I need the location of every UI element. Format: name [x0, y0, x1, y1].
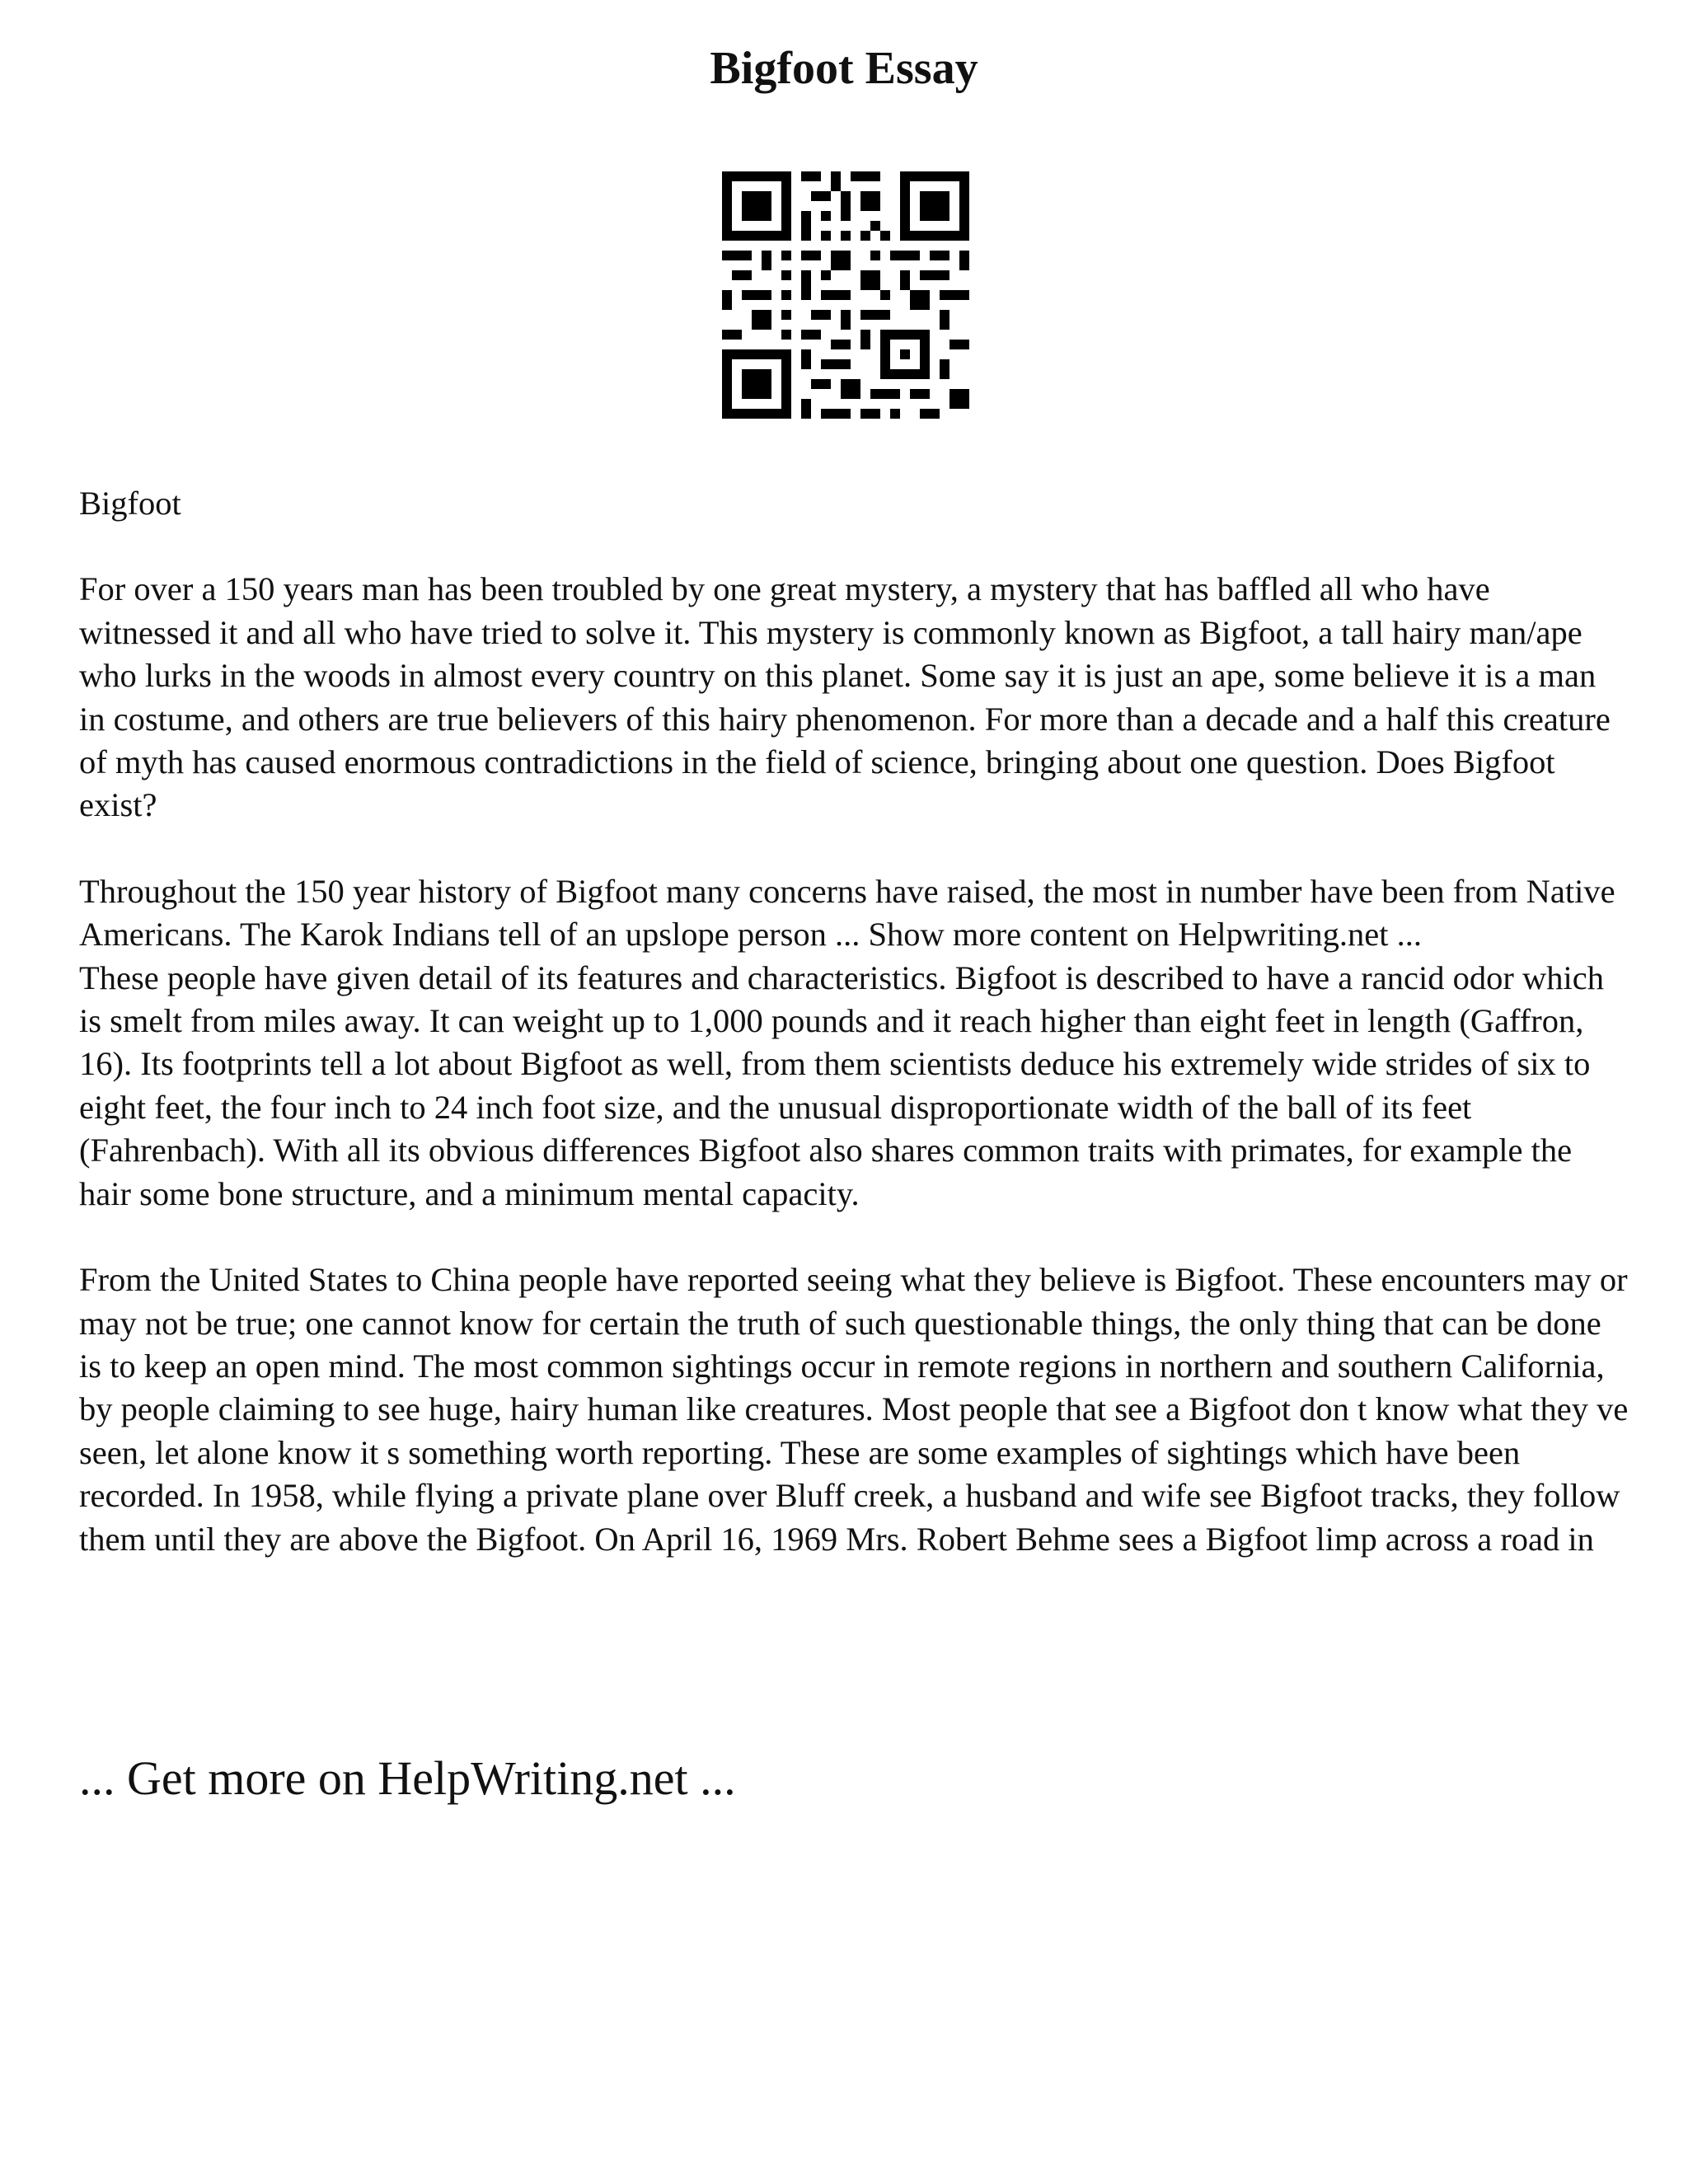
essay-heading: Bigfoot	[79, 485, 181, 522]
get-more-link[interactable]: ... Get more on HelpWriting.net ...	[79, 1751, 736, 1805]
essay-body	[79, 482, 1629, 1561]
paragraph-1: For over a 150 years man has been troubled by one great mystery, a mystery that has baffled all who have witnessed it and all who have tried to solve it. This mystery is commonly known as Bigfoot, a tall hairy man/ape who lurks in the woods in almost every country on this planet. Some say it is just an ape, some believe it is a man in costume, and others are true believers of this hairy phenomenon. For more than a decade and a half this creature of myth has caused enormous contradictions in the field of science, bringing about one question. Does Bigfoot exist?	[79, 570, 1611, 824]
paragraph-3: These people have given detail of its features and characteristics. Bigfoot is described to have a rancid odor which is smelt from miles away. It can weight up to 1,000 pounds and it reach higher than eight feet in length (Gaffron, 16). Its footprints tell a lot about Bigfoot as well, from them scientists deduce his extremely wide strides of six to eight feet, the four inch to 24 inch foot size, and the unusual disproportionate width of the ball of its feet (Fahrenbach). With all its obvious differences Bigfoot also shares common traits with primates, for example the hair some bone structure, and a minimum mental capacity.	[79, 958, 1604, 1212]
paragraph-spacer	[79, 1216, 1629, 1258]
document-title: Bigfoot Essay	[710, 43, 978, 94]
qr-code-graphic	[722, 171, 969, 419]
paragraph-4: From the United States to China people have reported seeing what they believe is Bigfoot. These encounters may or may not be true; one cannot know for certain the truth of such questionable things, the only thing that can be done is to keep an open mind. The most common sightings occur in remote regions in northern and southern California, by people claiming to see huge, hairy human like creatures. Most people that see a Bigfoot don t know what they ve seen, let alone know it s something worth reporting. These are some examples of sightings which have been recorded. In 1958, while flying a private plane over Bluff creek, a husband and wife see Bigfoot tracks, they follow them until they are above the Bigfoot. On April 16, 1969 Mrs. Robert Behme sees a Bigfoot limp across a road in	[79, 1261, 1629, 1558]
qr-code-icon	[722, 171, 969, 419]
paragraph-2: Throughout the 150 year history of Bigfoot many concerns have raised, the most in number have been from Native Americans. The Karok Indians tell of an upslope person ... Show more content on Helpwriting.net ...	[79, 872, 1615, 954]
paragraph-spacer	[79, 525, 1629, 568]
paragraph-spacer	[79, 827, 1629, 870]
